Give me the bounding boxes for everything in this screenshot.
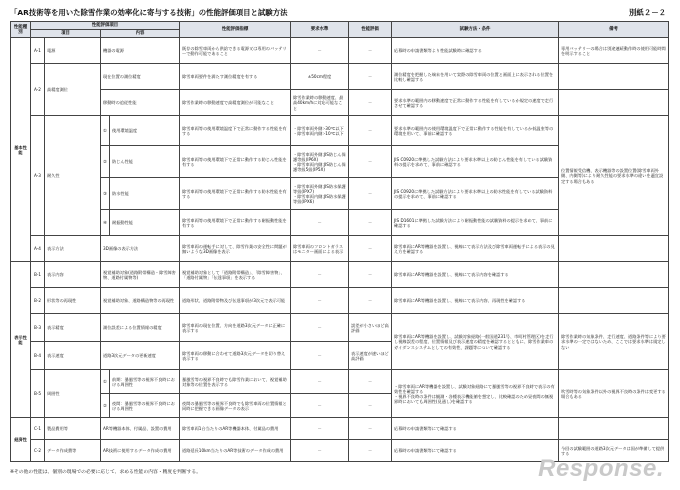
item-id: A-1	[31, 38, 45, 64]
remarks-cell: 除雪作業時の気象条件、走行速度、道路条件等により要求水準の一定ではないため、ここでは要求水準は規定しない	[559, 314, 669, 370]
remarks-cell	[559, 236, 669, 262]
indicator-cell: 除雪車両要件を満たす測位精度を有する	[180, 64, 291, 90]
requirement-cell: ・除雪車両外側:JIS防じん保護等級(IP6X) ・除雪車両内側:JIS防じん保護等級5級(IP5X)	[291, 146, 349, 178]
evaluation-cell: －	[349, 370, 392, 394]
method-cell: JIS C0920に準拠した試験方法により要求水準以上の防水性能を有している試験資料の提示を求めて、事前に確認する	[392, 178, 559, 210]
method-cell: JIS D1601に準拠した試験方法により耐振動性能の試験資料の提示を求めて、事前に確認する	[392, 210, 559, 236]
document-title: 「AR技術等を用いた除雪作業の効率化に寄与する技術」の性能評価項目と試験方法	[10, 8, 288, 17]
table-row	[11, 236, 669, 262]
header-method: 試験方法・条件	[392, 22, 559, 38]
remarks-cell: 専用バッテリーの場合は別途連続動作時の使用可能時間を明示すること	[559, 38, 669, 64]
evaluation-cell: －	[349, 288, 392, 314]
requirement-cell: －	[291, 262, 349, 288]
method-cell: ・除雪車両にAR等機器を設置し、試験対象経路にて暴風雪等の視界不良時で表示の有効性を確認する ・視界不良時の条件は観測・各種表示機能値を想定し、比較確認のため昼夜間の無視界時においても周囲性(見通し)を確認する	[392, 370, 559, 418]
requirement-cell: －	[291, 440, 349, 462]
item-id: A-3	[31, 116, 45, 236]
content-cell: 防じん性能	[110, 146, 180, 178]
indicator-cell: 除雪車両の運転手に対して、除雪作業の安全性に問題が無いような3D画像を表示	[180, 236, 291, 262]
table-row	[11, 64, 669, 90]
evaluation-cell: －	[349, 210, 392, 236]
evaluation-cell: 誤差が小さいほど高評価	[349, 314, 392, 342]
requirement-cell: 除雪作業時の移動速度、最高40km/hに対応可能なこと	[291, 90, 349, 116]
item-id: C-2	[31, 440, 45, 462]
footnote: ※その他の性能は、個別の現場での必要に応じて、求める性能の内容・精度を判断する。	[10, 470, 202, 475]
item-name: 表示精度	[45, 314, 101, 342]
requirement-cell: ・除雪車両外側:JIS防水保護等級(IPX7) ・除雪車両内側:JIS防水保護等級(IPX6)	[291, 178, 349, 210]
sub-number: ①	[101, 370, 110, 394]
item-id: A-4	[31, 236, 45, 262]
watermark-logo: Response.	[538, 455, 664, 482]
evaluation-cell: －	[349, 262, 392, 288]
evaluation-cell: －	[349, 178, 392, 210]
sub-number: ②	[101, 394, 110, 418]
indicator-cell: 除雪車両の移動に合わせて道路3次元データを切り替え表示する	[180, 342, 291, 370]
category-cell: 表示性能	[11, 262, 31, 418]
content-cell: 防水性能	[110, 178, 180, 210]
header-indicator: 性能評価指標	[180, 22, 291, 38]
requirement-cell: －	[291, 418, 349, 440]
item-id: A-2	[31, 64, 45, 116]
indicator-cell: 除雪作業時の移動速度で高精度測位が可能なこと	[180, 90, 291, 116]
table-row	[11, 90, 669, 116]
evaluation-cell: －	[349, 394, 392, 418]
item-name: 表示速度	[45, 342, 101, 370]
item-name: 高精度測位	[45, 64, 101, 116]
sub-number: ①	[101, 116, 110, 146]
remarks-cell	[559, 90, 669, 116]
header-evaluation: 性能評価	[349, 22, 392, 38]
remarks-cell: 今回の試験範囲の道路3次元データは国が準備して提供する	[559, 440, 669, 462]
item-id: C-1	[31, 418, 45, 440]
requirement-cell: －	[291, 288, 349, 314]
method-cell: 応募時の申請書類等にて確認する	[392, 440, 559, 462]
method-cell: JIS C0920に準拠した試験方法により要求水準以上の防じん性能を有している試験資料の提示を求めて、事前に確認する	[392, 146, 559, 178]
table-row	[11, 418, 669, 440]
requirement-cell: －	[291, 38, 349, 64]
method-cell: 除雪車両にAR等機器を設置し、視線にて表示方法及び除雪車両運転手による表示の見え方を確認する	[392, 236, 559, 262]
sub-number: ②	[101, 146, 110, 178]
content-cell: 移動時の追従性能	[101, 90, 180, 116]
evaluation-cell: －	[349, 236, 392, 262]
content-cell: 現在位置の測位精度	[101, 64, 180, 90]
evaluation-cell: －	[349, 90, 392, 116]
item-name: 周囲性	[45, 370, 101, 418]
header-perf-item-group: 性能評価項目	[31, 22, 180, 30]
content-cell: AR等機器本体、付属品、設置の費用	[101, 418, 180, 440]
remarks-cell: 位置情報受信機、表示機器等の設置位置(除雪車両外側、内側等)により耐久性能の要求水準の違いを適宜設定する場合もある	[559, 116, 669, 236]
indicator-cell: 道路形状、道路附帯物及び伝達事項が3次元で表示可能	[180, 288, 291, 314]
content-cell: 使用環境温度	[110, 116, 180, 146]
item-id: B-3	[31, 314, 45, 342]
table-row	[11, 262, 669, 288]
item-name: 表示内容	[45, 262, 101, 288]
evaluation-cell: 表示速度が速いほど高評価	[349, 342, 392, 370]
item-id: B-5	[31, 370, 45, 418]
method-cell: 除雪車両にAR等機器を設置し、視線にて表示内容を確認する	[392, 262, 559, 288]
item-id: B-2	[31, 288, 45, 314]
remarks-cell	[559, 262, 669, 288]
method-cell: 除雪車両にAR等機器を設置し、試験対象経路(一般国道231号、市町村管理区)を走行し視線誤差の程度、位置情報及び表示速度の精度を確認するとともに、除雪作業車のガイダンスシステムとしての有効性、課題等について確認する	[392, 314, 559, 370]
evaluation-cell: －	[349, 146, 392, 178]
method-cell: 応募時の申請書類等にて確認する	[392, 418, 559, 440]
indicator-cell: 暴風雪等の視界不良時でも除雪作業において、視覚補助対象等の位置を表示する	[180, 370, 291, 394]
indicator-cell: 除雪車両等の使用環境下で正常に動作する耐振動性能を有する	[180, 210, 291, 236]
item-id: B-1	[31, 262, 45, 288]
method-cell: 除雪車両にAR等機器を設置し、視線にて表示内容、再現性を確認する	[392, 288, 559, 314]
requirement-cell: ±50cm程度	[291, 64, 349, 90]
indicator-cell: 除雪車両等の使用環境下で正常に動作する防水性能を有する	[180, 178, 291, 210]
category-cell: 経済性	[11, 418, 31, 462]
remarks-cell	[559, 64, 669, 90]
remarks-cell	[559, 418, 669, 440]
indicator-cell: 除雪車両の現在位置、方向を道路3次元データに正確に表示する	[180, 314, 291, 342]
table-row	[11, 314, 669, 342]
indicator-cell: 既存の除雪車両から供給できる電源又は専用のバッテリーで動作可能であること	[180, 38, 291, 64]
content-cell: 3D画像の表示方法	[101, 236, 180, 262]
content-cell: 視覚補助対象(道路附帯構造・除雪障害物、道路付属物等)	[101, 262, 180, 288]
indicator-cell: 除雪車両等の使用環境温度下で正常に動作する性能を有する	[180, 116, 291, 146]
header-remarks: 備考	[559, 22, 669, 38]
item-name: 形状等の再現性	[45, 288, 101, 314]
remarks-cell: 吹雪時等の気象条件以外の視界不良時の条件は変更する場合もある	[559, 370, 669, 418]
content-cell: 視覚補助対象、道路構造物等の再現性	[101, 288, 180, 314]
requirement-cell: －	[291, 342, 349, 370]
item-name: 表示方法	[45, 236, 101, 262]
table-row	[11, 288, 669, 314]
header-category: 性能種別	[11, 22, 31, 38]
content-cell: 夜間：暴風雪等の視界不良時における周囲性	[110, 394, 180, 418]
item-id: B-4	[31, 342, 45, 370]
evaluation-cell: －	[349, 440, 392, 462]
indicator-cell: 除雪車両等の使用環境下で正常に動作する防じん性能を有する	[180, 146, 291, 178]
indicator-cell: 夜間の暴風雪等の視界不良時でも除雪車両の位置情報と同時に把握できる画像データの表示	[180, 394, 291, 418]
table-row	[11, 370, 669, 394]
table-row	[11, 116, 669, 146]
evaluation-table	[10, 21, 669, 462]
document-number: 別紙２－２	[629, 8, 666, 17]
indicator-cell: 視覚補助対象として「道路附帯構造」、「除雪障害物」、「道路付属物」「伝達事項」を表示する	[180, 262, 291, 288]
requirement-cell: ・除雪車両外側:-30℃以下 ・除雪車両内側:-10℃以下	[291, 116, 349, 146]
item-name: 耐久性	[45, 116, 101, 236]
item-name: 製品費用等	[45, 418, 101, 440]
sub-number: ④	[101, 210, 110, 236]
content-cell: 機器の電源	[101, 38, 180, 64]
item-name: データ作成費等	[45, 440, 101, 462]
indicator-cell: 除雪車両1台当たりのAR等機器本体、付属品の費用	[180, 418, 291, 440]
method-cell: 要求水準の範囲内の移動速度で正常に動作する性能を有しているか規定の速度で走行させて確認する	[392, 90, 559, 116]
evaluation-cell: －	[349, 116, 392, 146]
header-item: 項目	[31, 30, 101, 38]
content-cell: 道路3次元データの更新速度	[101, 342, 180, 370]
content-cell: 前期：暴風雪等の視界不良時における周囲性	[110, 370, 180, 394]
category-cell: 基本性能	[11, 38, 31, 262]
requirement-cell: －	[291, 314, 349, 342]
content-cell: AR技術に使用するデータ作成の費用	[101, 440, 180, 462]
item-name: 電源	[45, 38, 101, 64]
evaluation-cell: －	[349, 418, 392, 440]
content-cell: 測位誤差による位置情報の精度	[101, 314, 180, 342]
remarks-cell	[559, 288, 669, 314]
evaluation-cell: －	[349, 38, 392, 64]
evaluation-cell: －	[349, 64, 392, 90]
requirement-cell: 除雪車両のフロントガラスはモニター画面による表示	[291, 236, 349, 262]
method-cell: 応募時の申請書類等より性能試験時に確認する	[392, 38, 559, 64]
content-cell: 耐振動性能	[110, 210, 180, 236]
requirement-cell: －	[291, 210, 349, 236]
requirement-cell: －	[291, 394, 349, 418]
method-cell: 要求水準の範囲内の使用環境温度下で正常に動作する性能を有しているか低温室等の環境を用いて、事前に確認する	[392, 116, 559, 146]
sub-number: ③	[101, 178, 110, 210]
table-row	[11, 38, 669, 64]
requirement-cell: －	[291, 370, 349, 394]
method-cell: 測位精度を把握した端末を用いて実際の除雪車両の位置と画面上に表示される位置を比較し確認する	[392, 64, 559, 90]
indicator-cell: 道路延長10km当たりのAR等技術のデータ作成の費用	[180, 440, 291, 462]
header-requirement: 要求水準	[291, 22, 349, 38]
header-content: 内容	[101, 30, 180, 38]
